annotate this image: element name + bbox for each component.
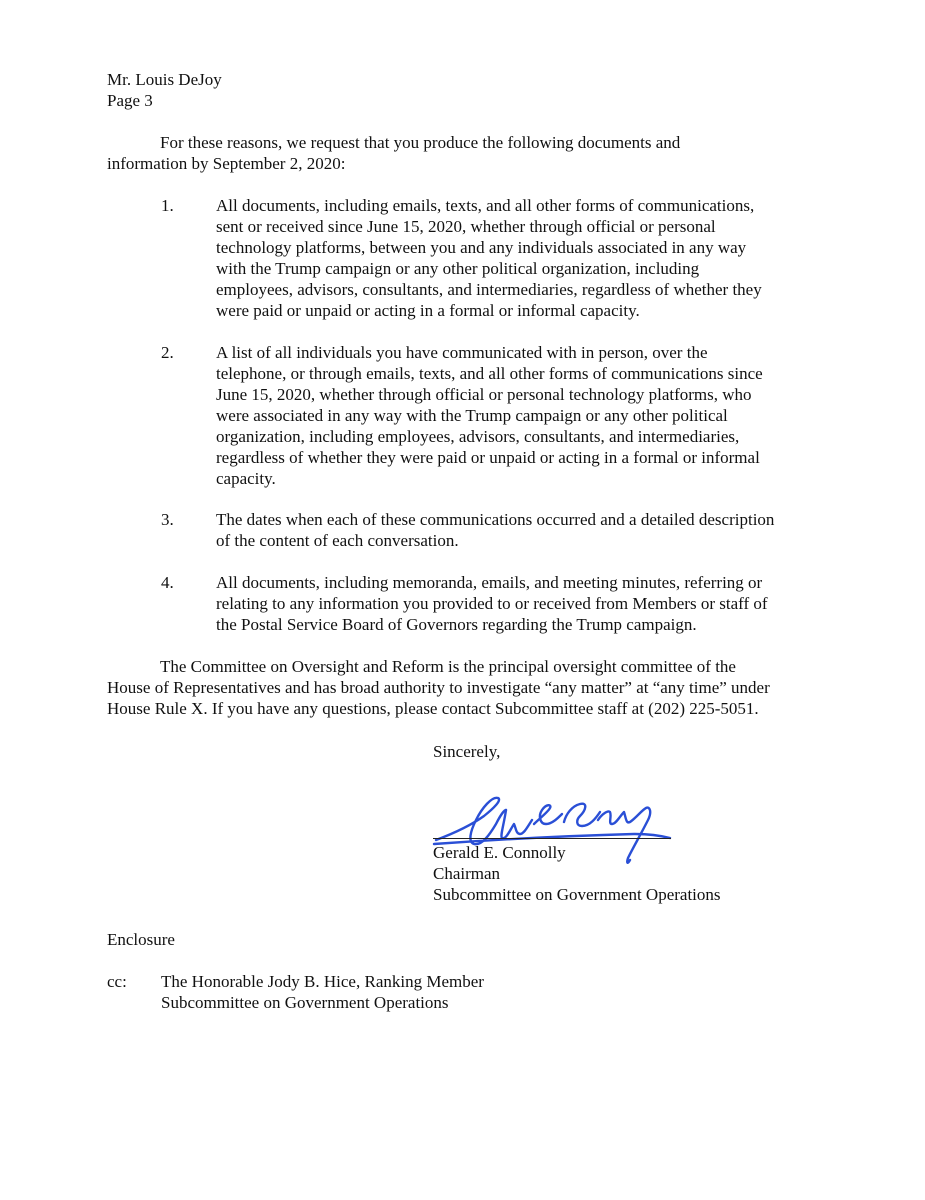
request-number: 1. xyxy=(161,196,174,215)
request-line: relating to any information you provided to or received from Members or staff of xyxy=(216,594,768,613)
request-line: regardless of whether they were paid or unpaid or acting in a formal or informal xyxy=(216,448,760,467)
closing-paragraph xyxy=(107,656,827,719)
signer-block xyxy=(433,842,721,905)
request-line: June 15, 2020, whether through official or personal technology platforms, who xyxy=(216,385,752,404)
signer-title: Chairman xyxy=(433,864,501,883)
closing-line: House of Representatives and has broad authority to investigate “any matter” at “any time” under xyxy=(107,678,770,697)
request-line: sent or received since June 15, 2020, whether through official or personal xyxy=(216,217,716,236)
request-line: organization, including employees, advisors, consultants, and intermediaries, xyxy=(216,427,740,446)
enclosure-note: Enclosure xyxy=(107,930,175,949)
request-line: the Postal Service Board of Governors regarding the Trump campaign. xyxy=(216,615,697,634)
request-line: capacity. xyxy=(216,469,276,488)
request-line: were paid or unpaid or acting in a formal or informal capacity. xyxy=(216,301,640,320)
request-number: 3. xyxy=(161,510,174,529)
request-line: The dates when each of these communications occurred and a detailed description xyxy=(216,510,775,529)
closing-line: House Rule X. If you have any questions, please contact Subcommittee staff at (202) 225-5051. xyxy=(107,699,759,718)
cc-label: cc: xyxy=(107,972,127,991)
signer-name: Gerald E. Connolly xyxy=(433,843,566,862)
cc-line: Subcommittee on Government Operations xyxy=(161,993,449,1012)
cc-line: The Honorable Jody B. Hice, Ranking Member xyxy=(161,972,484,991)
request-line: with the Trump campaign or any other political organization, including xyxy=(216,259,700,278)
request-line: A list of all individuals you have communicated with in person, over the xyxy=(216,343,708,362)
recipient-name: Mr. Louis DeJoy xyxy=(107,70,222,89)
request-line: All documents, including emails, texts, and all other forms of communications, xyxy=(216,196,755,215)
request-line: of the content of each conversation. xyxy=(216,531,459,550)
request-number: 4. xyxy=(161,573,174,592)
request-text xyxy=(216,342,841,489)
closing-line: The Committee on Oversight and Reform is the principal oversight committee of the xyxy=(160,657,736,676)
cc-recipients xyxy=(161,971,484,1013)
request-text xyxy=(216,195,841,321)
signature-line xyxy=(433,838,671,839)
letter-header xyxy=(107,69,222,111)
request-line: were associated in any way with the Trump campaign or any other political xyxy=(216,406,728,425)
signer-committee: Subcommittee on Government Operations xyxy=(433,885,721,904)
intro-line: information by September 2, 2020: xyxy=(107,154,346,173)
request-number: 2. xyxy=(161,343,174,362)
request-line: All documents, including memoranda, emails, and meeting minutes, referring or xyxy=(216,573,763,592)
page-number: Page 3 xyxy=(107,91,153,110)
request-line: technology platforms, between you and any individuals associated in any way xyxy=(216,238,747,257)
request-text xyxy=(216,509,841,551)
request-line: employees, advisors, consultants, and intermediaries, regardless of whether they xyxy=(216,280,762,299)
intro-paragraph xyxy=(107,132,827,174)
valediction: Sincerely, xyxy=(433,742,501,761)
request-line: telephone, or through emails, texts, and all other forms of communications since xyxy=(216,364,763,383)
request-text xyxy=(216,572,841,635)
intro-line: For these reasons, we request that you produce the following documents and xyxy=(160,133,681,152)
